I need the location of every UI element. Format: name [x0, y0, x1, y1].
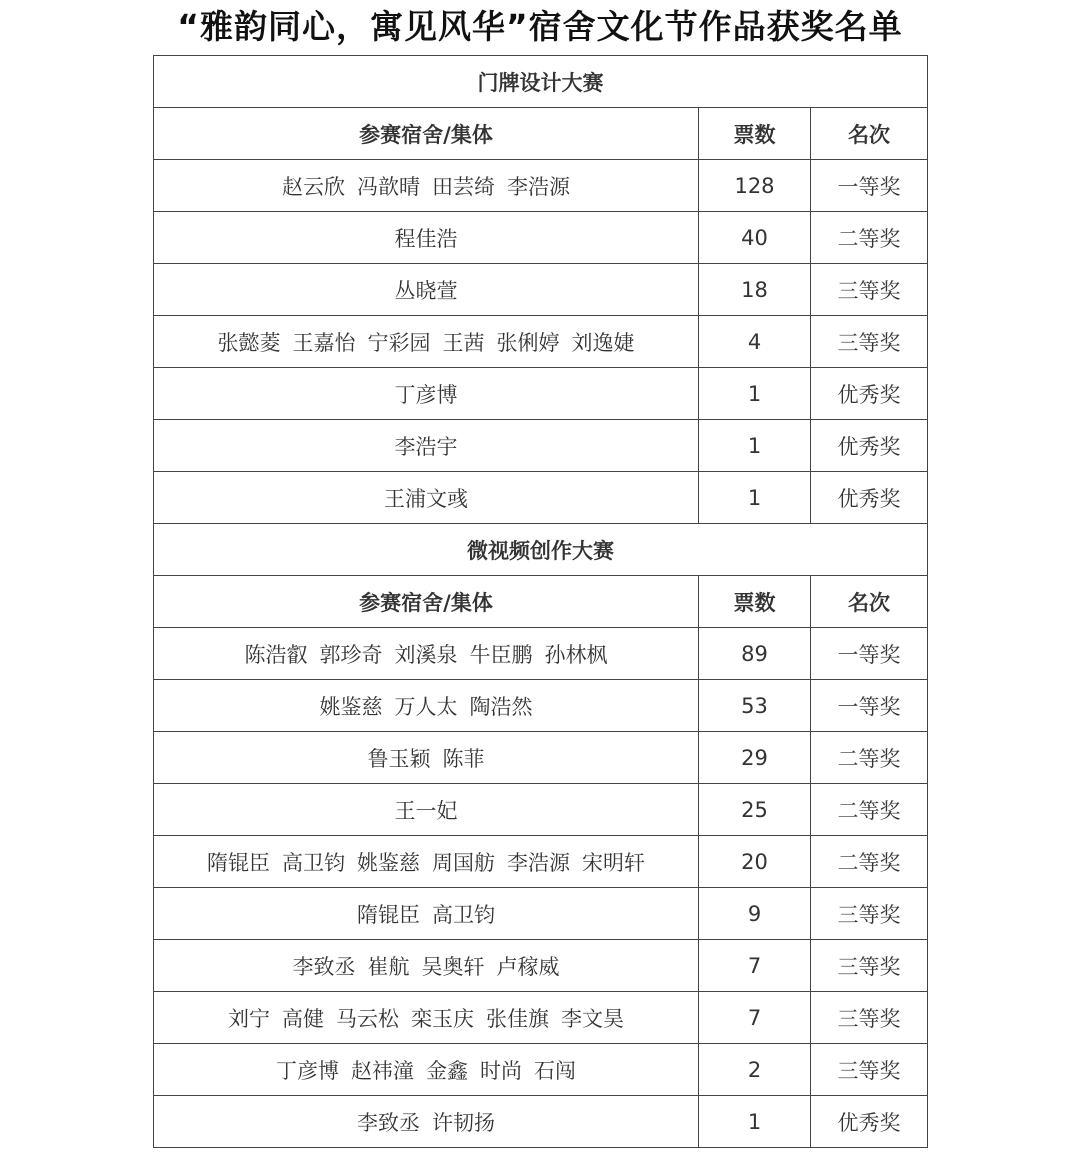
member-name: 许韧扬: [432, 1110, 495, 1135]
votes-cell: 25: [699, 784, 811, 836]
table-row: [154, 888, 928, 940]
team-members-cell: [154, 628, 699, 680]
section-title: 门牌设计大赛: [154, 56, 928, 108]
member-name: 陶浩然: [469, 694, 533, 719]
table-row: [154, 628, 928, 680]
table-header-row: [154, 576, 928, 628]
member-name: 宁彩园: [367, 330, 431, 355]
rank-cell: 优秀奖: [811, 472, 928, 524]
member-name: 孙林枫: [544, 642, 608, 667]
member-name: 刘溪泉: [394, 642, 458, 667]
table-row: [154, 316, 928, 368]
team-members-cell: [154, 264, 699, 316]
section-title-row: [154, 56, 928, 108]
member-name: 鲁玉颖: [367, 746, 431, 771]
table-header-row: [154, 108, 928, 160]
member-name: 石闯: [534, 1058, 576, 1083]
header-rank: 名次: [811, 576, 928, 628]
rank-cell: 三等奖: [811, 1044, 928, 1096]
table-row: [154, 264, 928, 316]
member-name: 王浦文彧: [384, 486, 468, 511]
member-name: 赵祎潼: [351, 1058, 414, 1083]
votes-cell: 20: [699, 836, 811, 888]
page-title: “雅韵同心，寓见风华”宿舍文化节作品获奖名单: [177, 7, 903, 46]
team-members-cell: [154, 212, 699, 264]
rank-cell: 三等奖: [811, 888, 928, 940]
votes-cell: 1: [699, 420, 811, 472]
member-name: 栾玉庆: [411, 1006, 474, 1031]
member-name: 周国舫: [432, 850, 495, 875]
table-row: [154, 160, 928, 212]
header-votes: 票数: [699, 108, 811, 160]
votes-cell: 1: [699, 472, 811, 524]
member-name: 王一妃: [394, 798, 458, 823]
member-name: 李浩源: [507, 850, 570, 875]
votes-cell: 89: [699, 628, 811, 680]
member-name: 丁彦博: [394, 382, 458, 407]
team-members-cell: [154, 160, 699, 212]
table-row: [154, 1096, 928, 1148]
member-name: 田芸绮: [432, 174, 495, 199]
member-name: 王嘉怡: [292, 330, 356, 355]
member-name: 张俐婷: [496, 330, 560, 355]
member-name: 程佳浩: [394, 226, 458, 251]
rank-cell: 优秀奖: [811, 1096, 928, 1148]
votes-cell: 18: [699, 264, 811, 316]
table-row: [154, 212, 928, 264]
team-members-cell: [154, 420, 699, 472]
member-name: 高卫钧: [432, 902, 495, 927]
team-members-cell: [154, 368, 699, 420]
votes-cell: 7: [699, 992, 811, 1044]
member-name: 李浩源: [507, 174, 570, 199]
votes-cell: 2: [699, 1044, 811, 1096]
team-members-cell: [154, 836, 699, 888]
member-name: 赵云欣: [282, 174, 345, 199]
team-members-cell: [154, 992, 699, 1044]
votes-cell: 128: [699, 160, 811, 212]
table-row: [154, 992, 928, 1044]
member-name: 丁彦博: [276, 1058, 339, 1083]
member-name: 隋锟臣: [357, 902, 420, 927]
member-name: 王茜: [442, 330, 485, 355]
team-members-cell: [154, 1096, 699, 1148]
votes-cell: 4: [699, 316, 811, 368]
rank-cell: 一等奖: [811, 160, 928, 212]
votes-cell: 29: [699, 732, 811, 784]
member-name: 刘宁: [228, 1006, 270, 1031]
votes-cell: 1: [699, 368, 811, 420]
member-name: 李致丞: [357, 1110, 420, 1135]
rank-cell: 二等奖: [811, 784, 928, 836]
team-members-cell: [154, 940, 699, 992]
table-row: [154, 836, 928, 888]
rank-cell: 三等奖: [811, 992, 928, 1044]
award-table: [153, 55, 928, 1148]
votes-cell: 40: [699, 212, 811, 264]
section-title: 微视频创作大赛: [154, 524, 928, 576]
rank-cell: 一等奖: [811, 628, 928, 680]
member-name: 时尚: [480, 1058, 522, 1083]
team-members-cell: [154, 732, 699, 784]
member-name: 高健: [282, 1006, 324, 1031]
member-name: 牛臣鹏: [469, 642, 533, 667]
team-members-cell: [154, 472, 699, 524]
rank-cell: 一等奖: [811, 680, 928, 732]
member-name: 卢稼威: [496, 954, 560, 979]
header-votes: 票数: [699, 576, 811, 628]
member-name: 宋明轩: [582, 850, 645, 875]
rank-cell: 优秀奖: [811, 368, 928, 420]
rank-cell: 三等奖: [811, 264, 928, 316]
member-name: 姚鉴慈: [357, 850, 420, 875]
team-members-cell: [154, 784, 699, 836]
table-row: [154, 1044, 928, 1096]
table-row: [154, 680, 928, 732]
header-team: 参赛宿舍/集体: [154, 108, 699, 160]
member-name: 陈浩叡: [244, 642, 308, 667]
table-row: [154, 368, 928, 420]
member-name: 马云松: [336, 1006, 399, 1031]
rank-cell: 三等奖: [811, 316, 928, 368]
member-name: 郭珍奇: [319, 642, 383, 667]
member-name: 隋锟臣: [207, 850, 270, 875]
team-members-cell: [154, 1044, 699, 1096]
rank-cell: 二等奖: [811, 732, 928, 784]
member-name: 李文昊: [561, 1006, 624, 1031]
member-name: 吴奥轩: [421, 954, 485, 979]
member-name: 李浩宇: [394, 434, 458, 459]
member-name: 陈菲: [442, 746, 485, 771]
table-row: [154, 732, 928, 784]
team-members-cell: [154, 888, 699, 940]
member-name: 张懿菱: [217, 330, 281, 355]
member-name: 姚鉴慈: [319, 694, 383, 719]
votes-cell: 53: [699, 680, 811, 732]
header-rank: 名次: [811, 108, 928, 160]
member-name: 冯歆晴: [357, 174, 420, 199]
team-members-cell: [154, 680, 699, 732]
member-name: 刘逸婕: [571, 330, 635, 355]
member-name: 李致丞: [292, 954, 356, 979]
table-row: [154, 940, 928, 992]
votes-cell: 9: [699, 888, 811, 940]
table-row: [154, 784, 928, 836]
member-name: 丛晓萱: [394, 278, 458, 303]
rank-cell: 优秀奖: [811, 420, 928, 472]
rank-cell: 二等奖: [811, 212, 928, 264]
rank-cell: 三等奖: [811, 940, 928, 992]
member-name: 高卫钧: [282, 850, 345, 875]
member-name: 张佳旗: [486, 1006, 549, 1031]
member-name: 金鑫: [426, 1058, 468, 1083]
votes-cell: 1: [699, 1096, 811, 1148]
votes-cell: 7: [699, 940, 811, 992]
section-title-row: [154, 524, 928, 576]
team-members-cell: [154, 316, 699, 368]
table-row: [154, 420, 928, 472]
rank-cell: 二等奖: [811, 836, 928, 888]
table-row: [154, 472, 928, 524]
header-team: 参赛宿舍/集体: [154, 576, 699, 628]
member-name: 崔航: [367, 954, 410, 979]
member-name: 万人太: [394, 694, 458, 719]
